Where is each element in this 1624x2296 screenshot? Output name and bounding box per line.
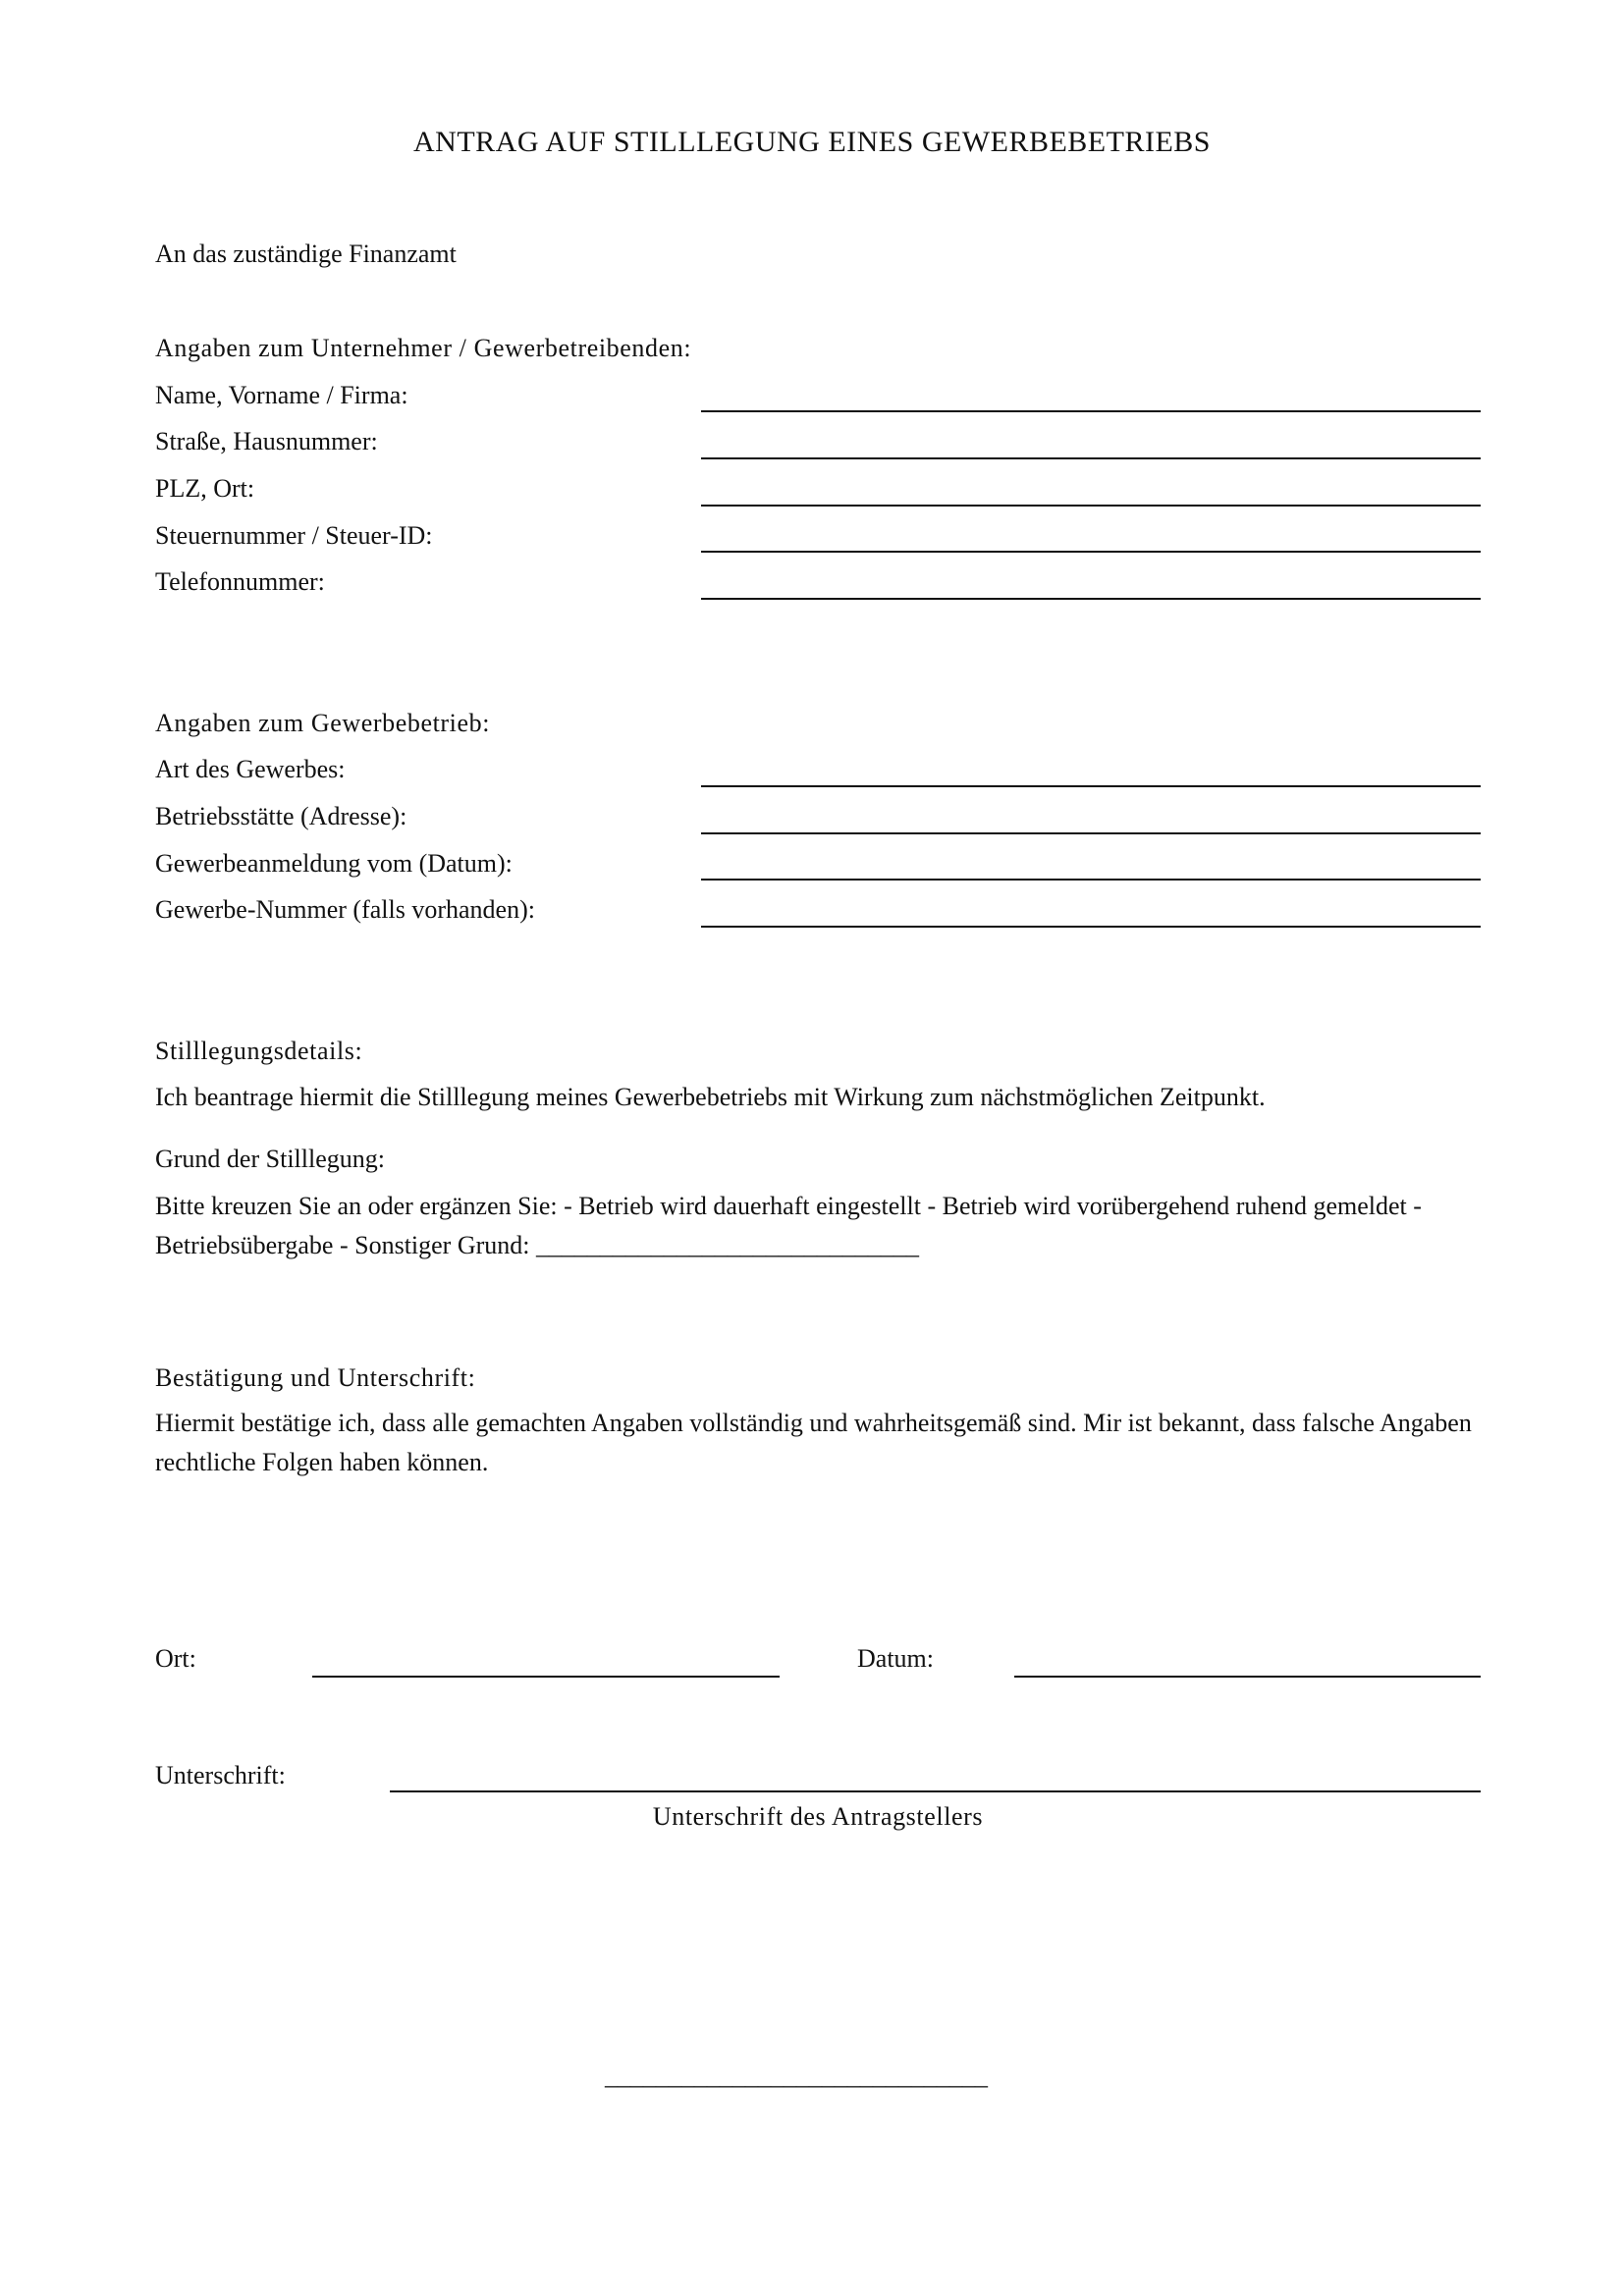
confirmation-text: Hiermit bestätige ich, dass alle gemachten Angaben vollständig und wahrheitsgemäß sind. Mir ist bekannt, dass falsche Angaben rechtliche Folgen haben können. [155,1409,1472,1476]
field-label-zip-city: PLZ, Ort: [155,474,255,503]
field-line-zip-city[interactable] [701,505,1481,507]
place-label: Ort: [155,1644,196,1673]
field-label-registration-date: Gewerbeanmeldung vom (Datum): [155,849,513,878]
field-label-name: Name, Vorname / Firma: [155,381,408,409]
date-label: Datum: [857,1644,934,1673]
field-line-business-address[interactable] [701,832,1481,834]
entrepreneur-heading: Angaben zum Unternehmer / Gewerbetreibenden: [155,334,692,362]
field-line-business-number[interactable] [701,926,1481,928]
document-title: ANTRAG AUF STILLLEGUNG EINES GEWERBEBETRIEBS [413,126,1211,158]
field-label-business-address: Betriebsstätte (Adresse): [155,802,407,830]
field-line-registration-date[interactable] [701,879,1481,881]
field-label-business-type: Art des Gewerbes: [155,755,346,783]
closure-reason-text: Bitte kreuzen Sie an oder ergänzen Sie: - Betrieb wird dauerhaft eingestellt - Betrieb wird vorübergehend ruhend gemeldet - Betriebsübergabe - Sonstiger Grund: ______________________________ [155,1192,1422,1259]
field-label-street: Straße, Hausnummer: [155,427,378,455]
field-label-tax-id: Steuernummer / Steuer-ID: [155,521,433,550]
closure-heading: Stilllegungsdetails: [155,1037,363,1065]
field-line-tax-id[interactable] [701,551,1481,553]
field-line-name[interactable] [701,410,1481,412]
field-line-business-type[interactable] [701,785,1481,787]
signature-label: Unterschrift: [155,1761,286,1789]
closure-reason-heading: Grund der Stilllegung: [155,1145,385,1173]
confirmation-heading: Bestätigung und Unterschrift: [155,1363,476,1392]
field-label-phone: Telefonnummer: [155,567,325,596]
field-line-phone[interactable] [701,598,1481,600]
footer-line: ______________________________ [605,2061,988,2090]
place-line[interactable] [312,1676,780,1678]
signature-caption: Unterschrift des Antragstellers [652,1802,984,1831]
closure-statement: Ich beantrage hiermit die Stilllegung meines Gewerbebetriebs mit Wirkung zum nächstmöglichen Zeitpunkt. [155,1083,1266,1111]
date-line[interactable] [1014,1676,1481,1678]
signature-line[interactable] [390,1790,1481,1792]
field-label-business-number: Gewerbe-Nummer (falls vorhanden): [155,895,535,924]
recipient-line: An das zuständige Finanzamt [155,240,457,268]
business-heading: Angaben zum Gewerbebetrieb: [155,709,491,737]
field-line-street[interactable] [701,457,1481,459]
